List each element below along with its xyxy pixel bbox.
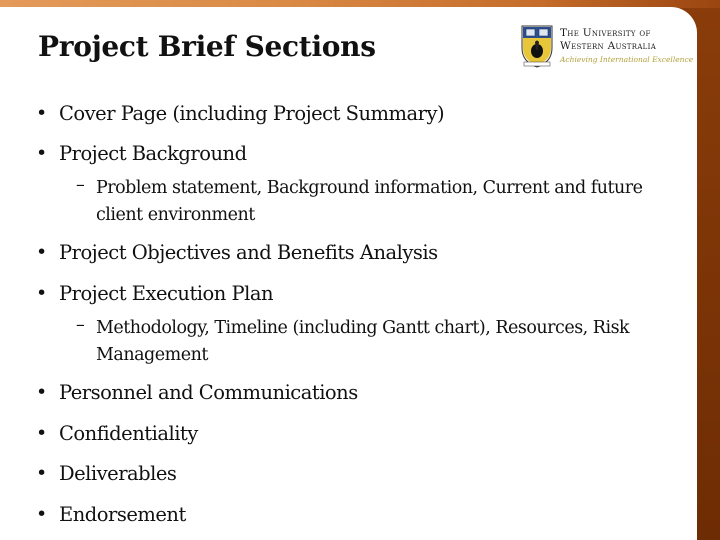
bullet-text: Project Execution Plan (59, 282, 274, 305)
bullet-icon: • (36, 102, 47, 124)
university-logo (520, 24, 694, 70)
bullet-icon: • (36, 241, 47, 263)
logo-university-name-line2: Western Australia (560, 40, 657, 52)
dash-icon: – (76, 175, 85, 195)
bullet-text: Endorsement (59, 503, 186, 526)
bullet-icon: • (36, 381, 47, 403)
bullet-text: Deliverables (59, 462, 177, 485)
slide-title: Project Brief Sections (38, 30, 376, 63)
bullet-text: Personnel and Communications (59, 381, 358, 404)
university-crest-icon (520, 24, 554, 68)
bullet-icon: • (36, 462, 47, 484)
bullet-text: Project Background (59, 142, 247, 165)
logo-university-name-line1: The University of (560, 27, 651, 39)
slide-panel (0, 7, 697, 540)
bullet-icon: • (36, 503, 47, 525)
dash-icon: – (76, 315, 85, 335)
bullet-text: Project Objectives and Benefits Analysis (59, 241, 438, 264)
sub-bullet-text: Problem statement, Background information, Current and future client environment (96, 178, 643, 225)
bullet-icon: • (36, 282, 47, 304)
bullet-text: Cover Page (including Project Summary) (59, 102, 445, 125)
logo-tagline: Achieving International Excellence (560, 55, 694, 64)
bullet-icon: • (36, 142, 47, 164)
bullet-icon: • (36, 422, 47, 444)
bullet-text: Confidentiality (59, 422, 198, 445)
sub-bullet-text: Methodology, Timeline (including Gantt chart), Resources, Risk Management (96, 318, 630, 365)
